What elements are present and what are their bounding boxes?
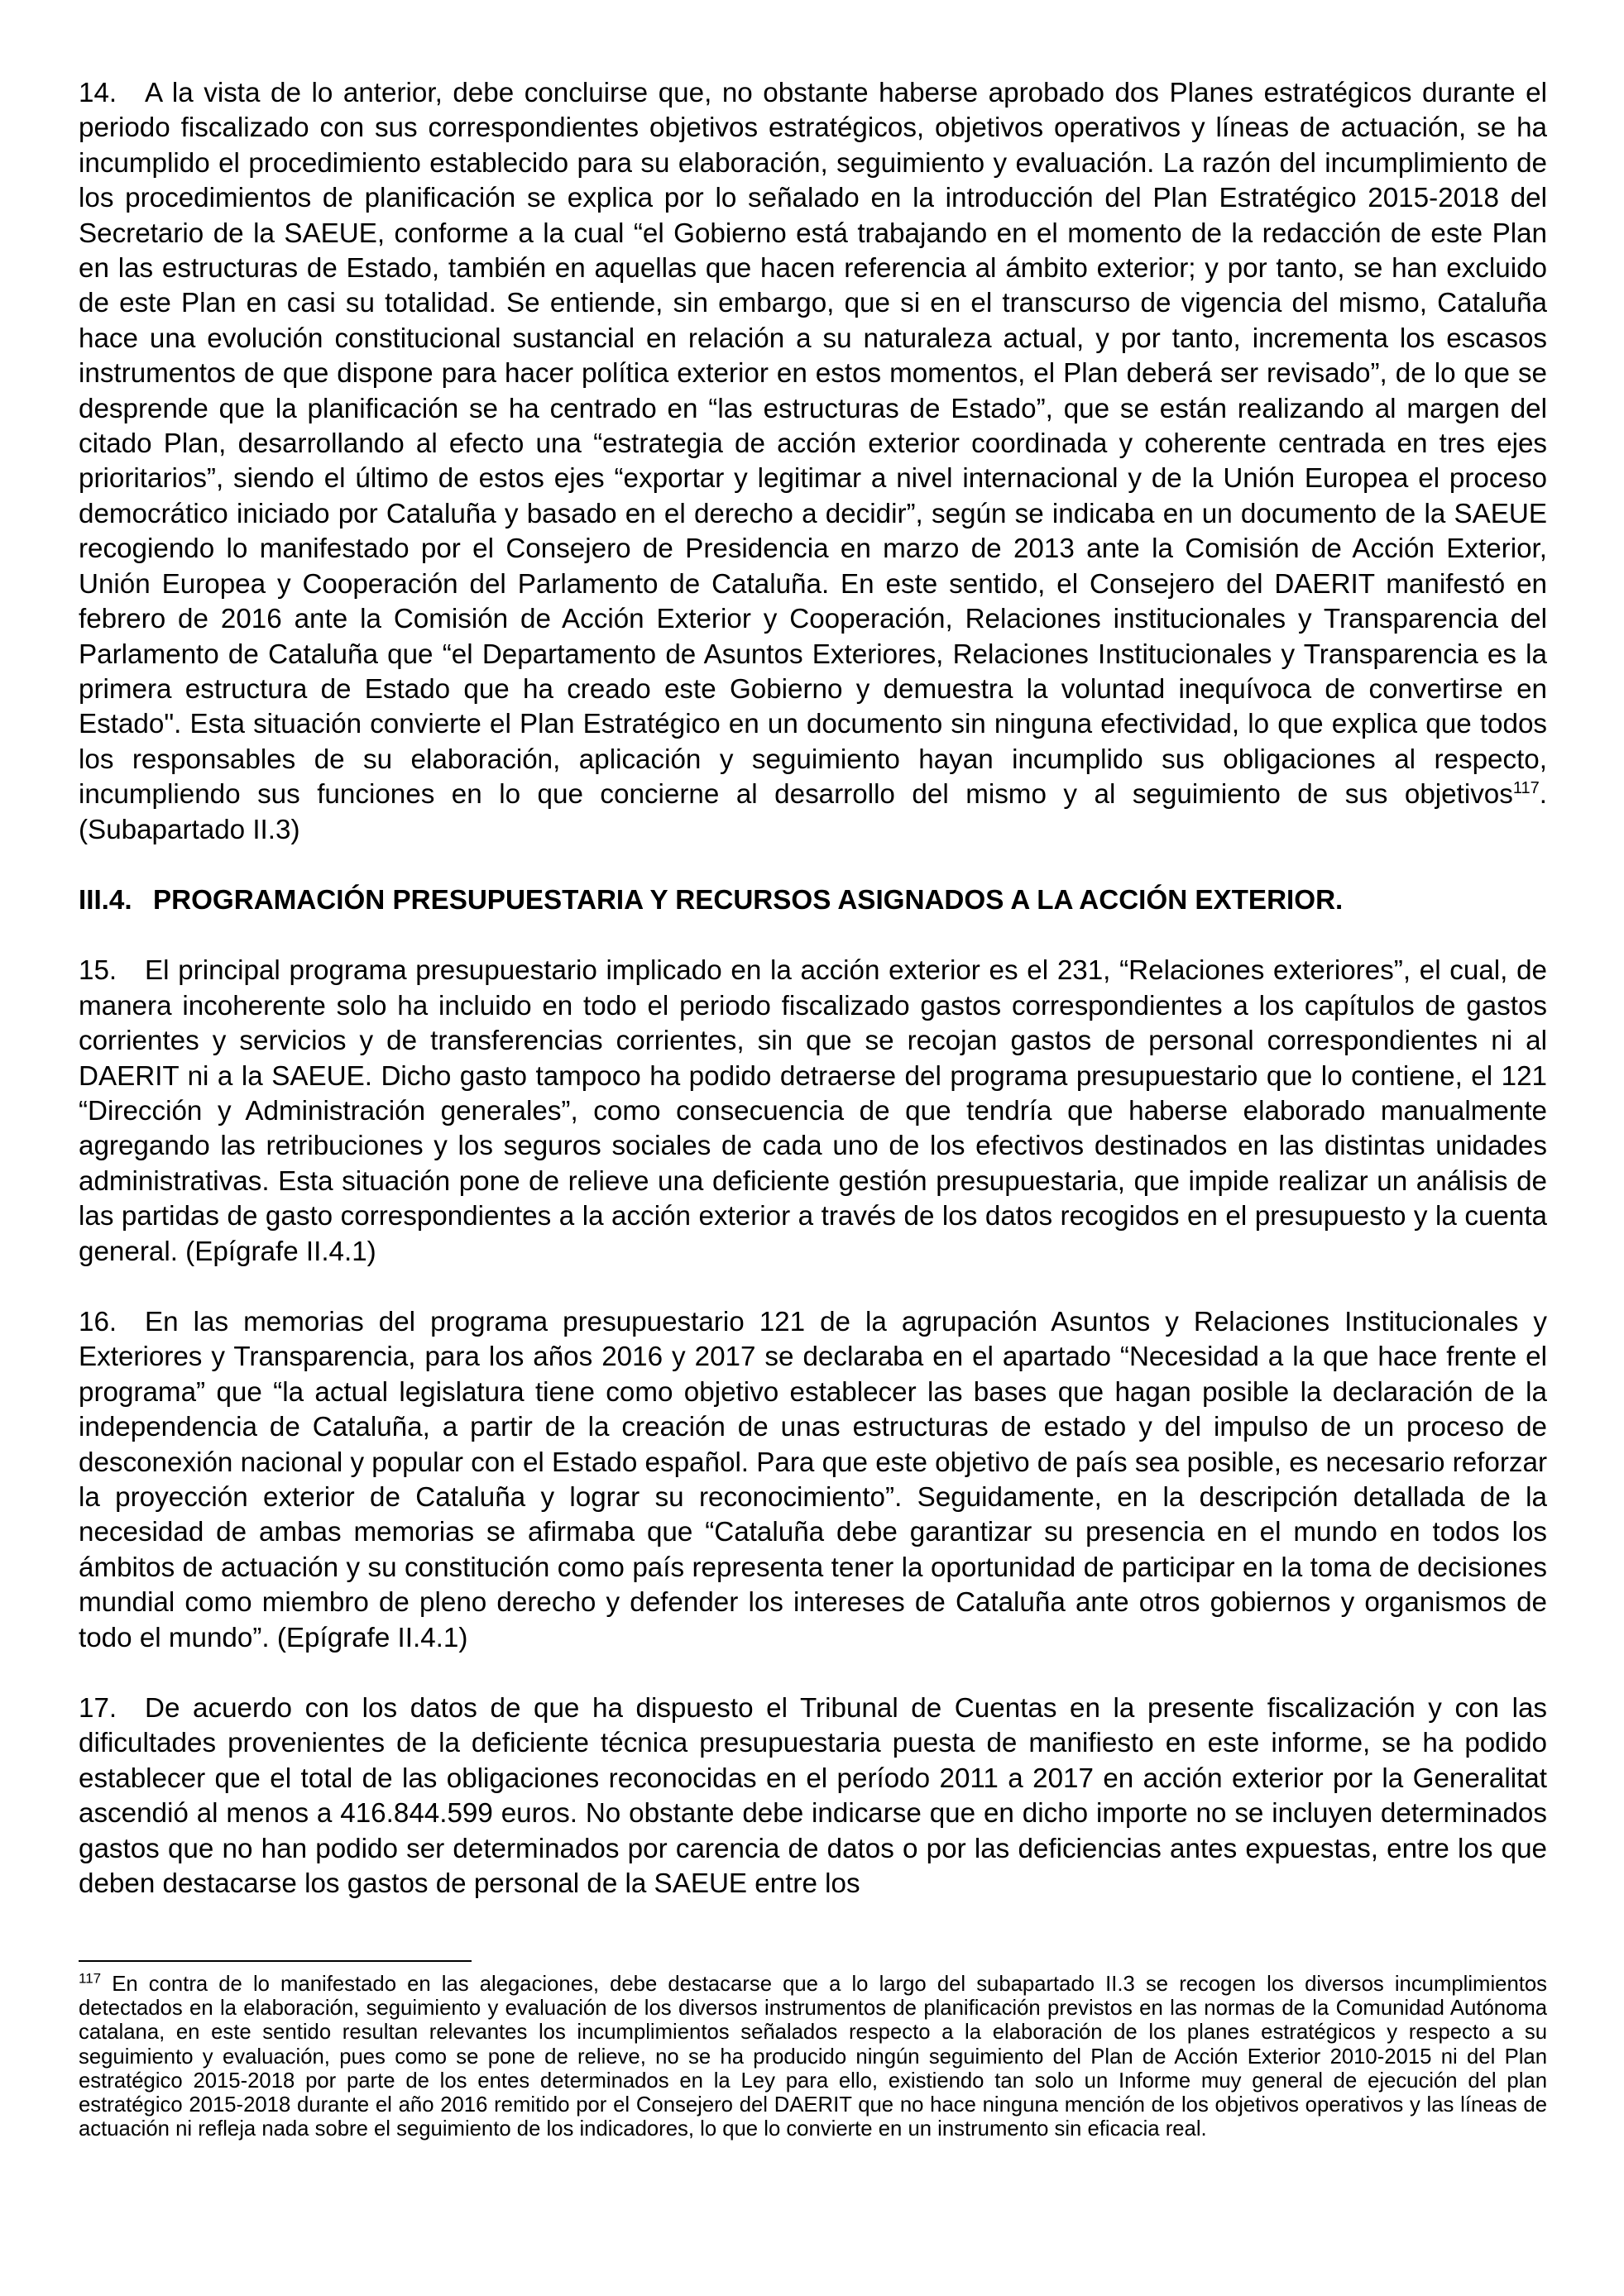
paragraph-14 bbox=[79, 76, 1547, 848]
paragraph-17 bbox=[79, 1691, 1547, 1901]
paragraph-number: 16. bbox=[79, 1307, 117, 1337]
section-title: PROGRAMACIÓN PRESUPUESTARIA Y RECURSOS ASIGNADOS A LA ACCIÓN EXTERIOR. bbox=[153, 884, 1344, 916]
section-heading bbox=[79, 883, 1547, 918]
paragraph-text: A la vista de lo anterior, debe concluirse que, no obstante haberse aprobado dos Planes estratégicos durante el periodo fiscalizado con sus correspondientes objetivos estratégicos, objetivos operativos y líneas de actuación, se ha incumplido el procedimiento establecido para su elaboración, seguimiento y evaluación. La razón del incumplimiento de los procedimientos de planificación se explica por lo señalado en la introducción del Plan Estratégico 2015-2018 del Secretario de la SAEUE, conforme a la cual “el Gobierno está trabajando en el momento de la redacción de este Plan en las estructuras de Estado, también en aquellas que hacen referencia al ámbito exterior; y por tanto, se han excluido de este Plan en casi su totalidad. Se entiende, sin embargo, que si en el transcurso de vigencia del mismo, Cataluña hace una evolución constitucional sustancial en relación a su naturaleza actual, y por tanto, incrementa los escasos instrumentos de que dispone para hacer política exterior en estos momentos, el Plan deberá ser revisado”, de lo que se desprende que la planificación se ha centrado en “las estructuras de Estado”, que se están realizando al margen del citado Plan, desarrollando al efecto una “estrategia de acción exterior coordinada y coherente centrada en tres ejes prioritarios”, siendo el último de estos ejes “exportar y legitimar a nivel internacional y de la Unión Europea el proceso democrático iniciado por Cataluña y basado en el derecho a decidir”, según se indicaba en un documento de la SAEUE recogiendo lo manifestado por el Consejero de Presidencia en marzo de 2013 ante la Comisión de Acción Exterior, Unión Europea y Cooperación del Parlamento de Cataluña. En este sentido, el Consejero del DAERIT manifestó en febrero de 2016 ante la Comisión de Acción Exterior y Cooperación, Relaciones institucionales y Transparencia del Parlamento de Cataluña que “el Departamento de Asuntos Exteriores, Relaciones Institucionales y Transparencia es la primera estructura de Estado que ha creado este Gobierno y demuestra la voluntad inequívoca de convertirse en Estado". Esta situación convierte el Plan Estratégico en un documento sin ninguna efectividad, lo que explica que todos los responsables de su elaboración, aplicación y seguimiento hayan incumplido sus obligaciones al respecto, incumpliendo sus funciones en lo que concierne al desarrollo del mismo y al seguimiento de sus objetivos bbox=[79, 78, 1547, 811]
footnote-number: 117 bbox=[79, 1970, 102, 1987]
footnote-separator bbox=[79, 1960, 472, 1962]
footnote bbox=[79, 1970, 1548, 2141]
document-body bbox=[79, 76, 1547, 1938]
paragraph-text: De acuerdo con los datos de que ha dispuesto el Tribunal de Cuentas en la presente fiscalización y con las dificultades provenientes de la deficiente técnica presupuestaria puesta de manifiesto en este informe, se ha podido establecer que el total de las obligaciones reconocidas en el período 2011 a 2017 en acción exterior por la Generalitat ascendió al menos a 416.844.599 euros. No obstante debe indicarse que en dicho importe no se incluyen determinados gastos que no han podido ser determinados por carencia de datos o por las deficiencias antes expuestas, entre los que deben destacarse los gastos de personal de la SAEUE entre los bbox=[79, 1693, 1547, 1900]
paragraph-16 bbox=[79, 1305, 1547, 1656]
paragraph-number: 15. bbox=[79, 955, 117, 987]
paragraph-15 bbox=[79, 954, 1547, 1270]
paragraph-text: El principal programa presupuestario implicado en la acción exterior es el 231, “Relaciones exteriores”, el cual, de manera incoherente solo ha incluido en todo el periodo fiscalizado gastos correspondientes a los capítulos de gastos corrientes y servicios y de transferencias corrientes, sin que se recojan gastos de personal correspondientes ni al DAERIT ni a la SAEUE. Dicho gasto tampoco ha podido detraerse del programa presupuestario que lo contiene, el 121 “Dirección y Administración generales”, como consecuencia de que tendría que haberse elaborado manualmente agregando las retribuciones y los seguros sociales de cada uno de los efectivos destinados en las distintas unidades administrativas. Esta situación pone de relieve una deficiente gestión presupuestaria, que impide realizar un análisis de las partidas de gasto correspondientes a la acción exterior a través de los datos recogidos en el presupuesto y la cuenta general. (Epígrafe II.4.1) bbox=[79, 955, 1547, 1267]
paragraph-number: 17. bbox=[79, 1693, 117, 1724]
footnote-reference[interactable]: 117 bbox=[1512, 779, 1540, 798]
paragraph-number: 14. bbox=[79, 78, 117, 108]
paragraph-text-continued: . (Subapartado II.3) bbox=[79, 779, 1547, 845]
paragraph-text: En las memorias del programa presupuestario 121 de la agrupación Asuntos y Relaciones Institucionales y Exteriores y Transparencia, para los años 2016 y 2017 se declaraba en el apartado “Necesidad a la que hace frente el programa” que “la actual legislatura tiene como objetivo establecer las bases que hagan posible la declaración de la independencia de Cataluña, a partir de la creación de unas estructuras de estado y del impulso de un proceso de desconexión nacional y popular con el Estado español. Para que este objetivo de país sea posible, es necesario reforzar la proyección exterior de Cataluña y lograr su reconocimiento”. Seguidamente, en la descripción detallada de la necesidad de ambas memorias se afirmaba que “Cataluña debe garantizar su presencia en el mundo en todos los ámbitos de actuación y su constitución como país representa tener la oportunidad de participar en la toma de decisiones mundial como miembro de pleno derecho y defender los intereses de Cataluña ante otros gobiernos y organismos de todo el mundo”. (Epígrafe II.4.1) bbox=[79, 1307, 1547, 1653]
footnote-text: En contra de lo manifestado en las alegaciones, debe destacarse que a lo largo del subapartado II.3 se recogen los diversos incumplimientos detectados en la elaboración, seguimiento y evaluación de los diversos instrumentos de planificación previstos en las normas de la Comunidad Autónoma catalana, en este sentido resultan relevantes los incumplimientos señalados respecto a la elaboración de los planes estratégicos y respecto a su seguimiento y evaluación, pues como se pone de relieve, no se ha producido ningún seguimiento del Plan de Acción Exterior 2010-2015 ni del Plan estratégico 2015-2018 por parte de los entes determinados en la Ley para ello, existiendo tan solo un Informe muy general de ejecución del plan estratégico 2015-2018 durante el año 2016 remitido por el Consejero del DAERIT que no hace ninguna mención de los objetivos operativos y las líneas de actuación ni refleja nada sobre el seguimiento de los indicadores, lo que lo convierte en un instrumento sin eficacia real. bbox=[79, 1973, 1548, 2141]
section-number: III.4. bbox=[79, 884, 132, 916]
